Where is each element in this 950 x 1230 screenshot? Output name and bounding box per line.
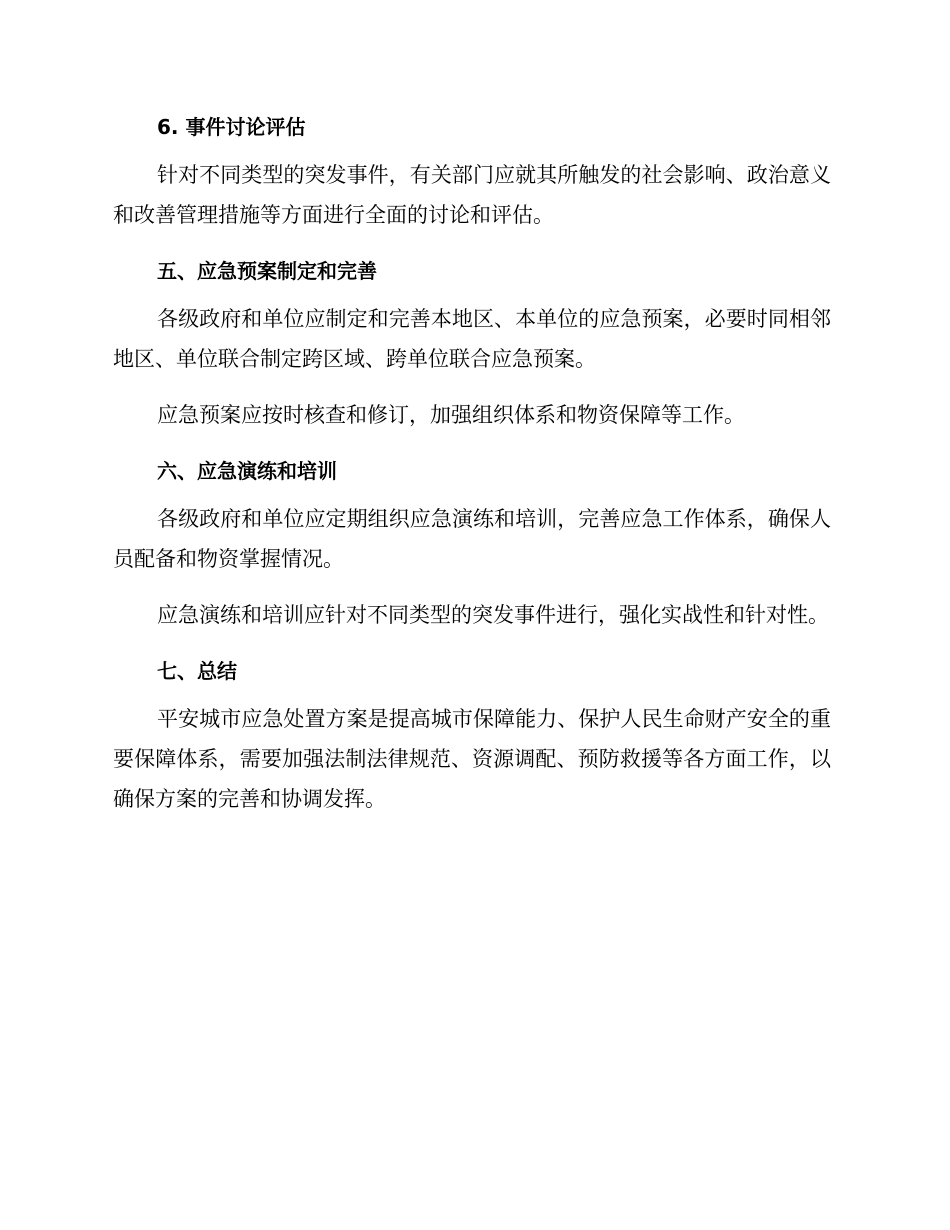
section-heading: 6. 事件讨论评估 (157, 115, 306, 139)
section-drills-training (113, 455, 831, 635)
document-body (113, 111, 831, 835)
section-summary (113, 655, 831, 819)
paragraph: 各级政府和单位应定期组织应急演练和培训，完善应急工作体系，确保人员配备和物资掌握情况。 (113, 507, 831, 571)
section-heading: 五、应急预案制定和完善 (157, 259, 377, 283)
paragraph: 各级政府和单位应制定和完善本地区、本单位的应急预案，必要时同相邻地区、单位联合制定跨区域、跨单位联合应急预案。 (113, 307, 831, 371)
paragraph: 应急预案应按时核查和修订，加强组织体系和物资保障等工作。 (157, 403, 745, 427)
section-emergency-plan (113, 255, 831, 435)
section-event-evaluation (113, 111, 831, 235)
paragraph: 平安城市应急处置方案是提高城市保障能力、保护人民生命财产安全的重要保障体系，需要加强法制法律规范、资源调配、预防救援等各方面工作，以确保方案的完善和协调发挥。 (113, 707, 831, 811)
section-heading: 六、应急演练和培训 (157, 459, 337, 483)
paragraph: 针对不同类型的突发事件，有关部门应就其所触发的社会影响、政治意义和改善管理措施等方面进行全面的讨论和评估。 (113, 163, 831, 227)
section-heading: 七、总结 (157, 659, 237, 683)
paragraph: 应急演练和培训应针对不同类型的突发事件进行，强化实战性和针对性。 (157, 603, 829, 627)
